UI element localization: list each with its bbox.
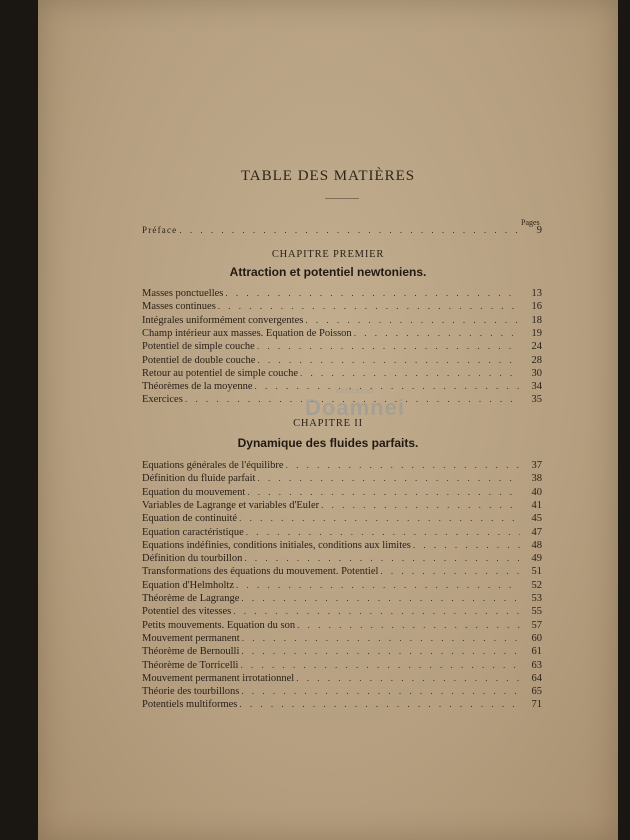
- dot-leader: [321, 499, 520, 512]
- toc-entry-label: Intégrales uniformément convergentes: [142, 314, 304, 326]
- watermark-big-text: Doamnei: [305, 395, 405, 420]
- toc-entry-label: Retour au potentiel de simple couche: [142, 367, 298, 379]
- toc-entry-label: Théorème de Torricelli: [142, 659, 239, 671]
- dot-leader: [225, 287, 520, 300]
- toc-entry: [142, 619, 542, 632]
- dot-leader: [305, 314, 520, 327]
- toc-entry: [142, 486, 542, 499]
- toc-entry-page: 19: [531, 327, 542, 339]
- dot-leader: [236, 579, 520, 592]
- toc-entry-page: 18: [531, 314, 542, 326]
- toc-entry-label: Théorème de Lagrange: [142, 593, 240, 604]
- toc-entry-page: 34: [531, 381, 542, 393]
- toc-entry: [142, 685, 542, 698]
- toc-entry-label: Champ intérieur aux masses. Equation de Poisson: [142, 327, 352, 339]
- toc-entry-label: Théorie des tourbillons: [142, 686, 240, 698]
- toc-entry-page: 71: [531, 699, 542, 711]
- dot-leader: [233, 605, 520, 618]
- dot-leader: [354, 327, 520, 340]
- toc-entry: [142, 526, 542, 539]
- toc-entry-page: 55: [531, 606, 542, 618]
- toc-entry-label: Mouvement permanent irrotationnel: [142, 672, 295, 684]
- toc-entry: [142, 565, 542, 578]
- dot-leader: [239, 512, 520, 525]
- dot-leader: [286, 459, 520, 472]
- dot-leader: [300, 367, 520, 380]
- toc-entry: [142, 592, 542, 605]
- dot-leader: [413, 539, 520, 552]
- toc-entry: [142, 698, 542, 711]
- toc-entry-label: Potentiels multiformes: [142, 699, 238, 711]
- toc-entry-label: Définition du fluide parfait: [142, 473, 256, 485]
- chapter-1-title: Attraction et potentiel newtoniens.: [229, 265, 427, 279]
- toc-entry: [142, 367, 542, 380]
- pages-column-label: Pages: [521, 218, 540, 227]
- toc-entry-page: 61: [531, 646, 542, 658]
- dot-leader: [257, 354, 520, 367]
- dot-leader: [241, 592, 520, 605]
- toc-entry: [142, 459, 542, 472]
- toc-entry-label: Définition du tourbillon: [142, 553, 243, 565]
- toc-entry-page: 52: [531, 579, 542, 591]
- toc-entry-label: Petits mouvements. Equation du son: [142, 619, 296, 631]
- toc-entry-page: 40: [531, 486, 542, 498]
- title-divider: [325, 198, 359, 199]
- dot-leader: [297, 619, 520, 632]
- toc-entry-label: Equations indéfinies, conditions initiales, conditions aux limites: [142, 539, 411, 551]
- toc-entry-label: Transformations des équations du mouvement. Potentiel: [142, 566, 379, 578]
- toc-entry-page: 9: [536, 225, 542, 236]
- toc-entry: [142, 499, 542, 512]
- dot-leader: [257, 472, 520, 485]
- toc-entry: [142, 287, 542, 300]
- toc-entry-page: 30: [531, 367, 542, 379]
- toc-entry-label: Théorèmes de la moyenne: [142, 381, 253, 393]
- toc-entry: [142, 645, 542, 658]
- dot-leader: [380, 565, 520, 578]
- toc-entry-label: Variables de Lagrange et variables d'Euler: [142, 499, 320, 511]
- toc-entry: [142, 632, 542, 645]
- toc-entry-page: 57: [531, 619, 542, 631]
- toc-entry: [142, 539, 542, 552]
- toc-entry: [142, 552, 542, 565]
- toc-entry-preface: [142, 224, 542, 237]
- toc-entry: [142, 605, 542, 618]
- toc-entry-label: Equation caractéristique: [142, 526, 244, 538]
- toc-entry-label: Potentiel de double couche: [142, 354, 256, 366]
- dot-leader: [242, 632, 520, 645]
- dot-leader: [239, 698, 520, 711]
- toc-entry-page: 35: [531, 394, 542, 406]
- toc-entry-page: 64: [531, 672, 542, 684]
- toc-entry: [142, 512, 542, 525]
- page-title: TABLE DES MATIÈRES: [240, 168, 416, 184]
- dot-leader: [244, 552, 520, 565]
- toc-entry-page: 13: [531, 288, 542, 299]
- toc-entry-page: 49: [531, 553, 542, 565]
- dot-leader: [246, 526, 520, 539]
- toc-entry-label: Préface: [142, 225, 178, 235]
- dot-leader: [257, 340, 520, 353]
- toc-entry: [142, 314, 542, 327]
- chapter-2-title: Dynamique des fluides parfaits.: [237, 436, 419, 450]
- toc-entry-label: Equation du mouvement: [142, 486, 246, 498]
- toc-entry-page: 65: [531, 686, 542, 698]
- dot-leader: [247, 486, 520, 499]
- toc-entry: [142, 327, 542, 340]
- toc-entry-page: 47: [531, 526, 542, 538]
- toc-entry: [142, 659, 542, 672]
- toc-entry-page: 41: [531, 499, 542, 511]
- toc-entry-page: 37: [531, 460, 542, 471]
- toc-entry-page: 53: [531, 593, 542, 604]
- toc-entry-page: 48: [531, 539, 542, 551]
- toc-entry-label: Théorème de Bernoulli: [142, 646, 240, 658]
- toc-entry-label: Masses continues: [142, 301, 216, 313]
- toc-entry-page: 24: [531, 341, 542, 353]
- toc-entry-label: Potentiel de simple couche: [142, 341, 255, 353]
- toc-entry: [142, 579, 542, 592]
- dot-leader: [240, 659, 520, 672]
- dot-leader: [179, 224, 520, 237]
- watermark: [270, 388, 440, 422]
- toc-entry-label: Masses ponctuelles: [142, 288, 224, 299]
- toc-entry-page: 28: [531, 354, 542, 366]
- toc-entry: [142, 340, 542, 353]
- toc-entry-page: 16: [531, 301, 542, 313]
- toc-entry-page: 51: [531, 566, 542, 578]
- toc-entry: [142, 354, 542, 367]
- book-page: [38, 0, 618, 840]
- toc-entry-label: Mouvement permanent: [142, 632, 240, 644]
- toc-entry: [142, 672, 542, 685]
- toc-entry: [142, 300, 542, 313]
- toc-entry-page: 63: [531, 659, 542, 671]
- toc-entry-label: Potentiel des vitesses: [142, 606, 232, 618]
- toc-entry: [142, 472, 542, 485]
- toc-entry-page: 38: [531, 473, 542, 485]
- chapter-2-label: CHAPITRE II: [293, 418, 363, 429]
- toc-entry-label: Exercices: [142, 394, 183, 406]
- dot-leader: [241, 685, 520, 698]
- toc-entry-page: 45: [531, 513, 542, 525]
- watermark-small-text: anticariat: [335, 388, 375, 395]
- toc-entry-label: Equations générales de l'équilibre: [142, 460, 284, 471]
- dot-leader: [241, 645, 520, 658]
- chapter-1-label: CHAPITRE PREMIER: [271, 249, 385, 260]
- toc-entry-label: Equation de continuité: [142, 513, 238, 525]
- dot-leader: [218, 300, 520, 313]
- dot-leader: [296, 672, 520, 685]
- toc-entry-page: 60: [531, 632, 542, 644]
- toc-entry-label: Equation d'Helmholtz: [142, 579, 234, 591]
